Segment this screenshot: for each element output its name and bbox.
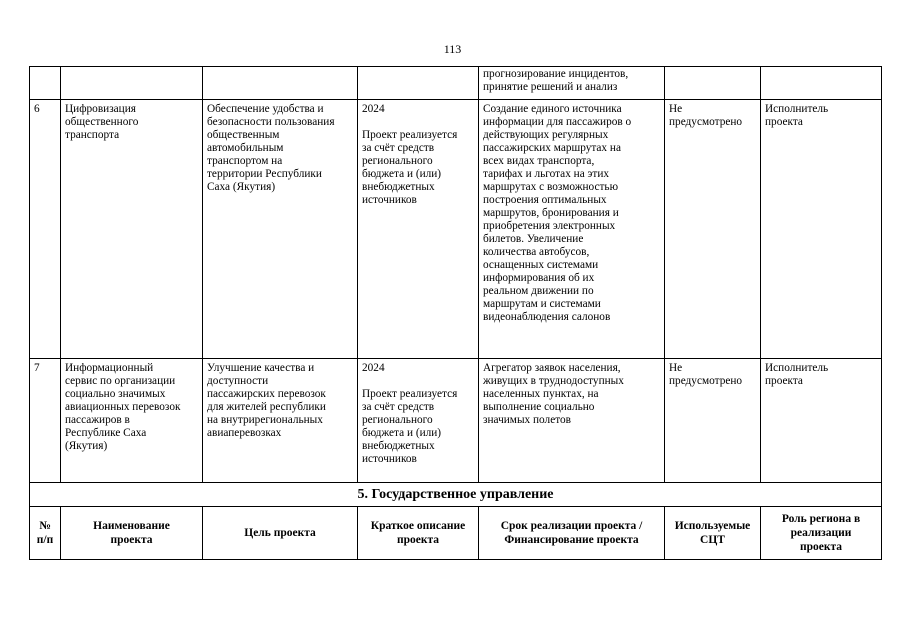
term-year: 2024 xyxy=(362,362,385,374)
header-num: № п/п xyxy=(30,507,61,560)
cell-goal xyxy=(203,67,358,100)
cell-role xyxy=(761,67,882,100)
term-funding: Проект реализуется за счёт средств регионального бюджета и (или) внебюджетных источников xyxy=(362,388,458,465)
cell-name: Информационный сервис по организации социально значимых авиационных перевозок пассажиров в Республике Саха (Якутия) xyxy=(61,359,203,483)
header-description: Краткое описание проекта xyxy=(358,507,479,560)
cell-description: Создание единого источника информации для пассажиров о действующих регулярных пассажирских маршрутах на всех видах транспорта, тарифах и льготах на этих маршрутах с возможностью построения оптимальных маршрутов, бронирования и приобретения электронных билетов. Увеличение количества автобусов, оснащенных системами информирования об их реальном движении по маршрутам и системами видеонаблюдения салонов xyxy=(479,100,665,359)
header-goal: Цель проекта xyxy=(203,507,358,560)
cell-term xyxy=(358,359,479,483)
cell-goal: Улучшение качества и доступности пассажирских перевозок для жителей республики на внутрирегиональных авиаперевозках xyxy=(203,359,358,483)
header-name: Наименование проекта xyxy=(61,507,203,560)
cell-name xyxy=(61,67,203,100)
projects-table xyxy=(29,66,882,560)
table-row xyxy=(30,100,882,359)
page-number: 113 xyxy=(443,42,462,56)
column-header-row xyxy=(30,507,882,560)
cell-term xyxy=(358,67,479,100)
cell-num: 7 xyxy=(30,359,61,483)
cell-sct xyxy=(665,67,761,100)
cell-num xyxy=(30,67,61,100)
cell-role: Исполнитель проекта xyxy=(761,359,882,483)
section-header-row xyxy=(30,483,882,507)
header-sct: Используемые СЦТ xyxy=(665,507,761,560)
table-row-continuation xyxy=(30,67,882,100)
header-role: Роль региона в реализации проекта xyxy=(761,507,882,560)
cell-sct: Не предусмотрено xyxy=(665,100,761,359)
term-year: 2024 xyxy=(362,103,385,115)
cell-description: прогнозирование инцидентов, принятие решений и анализ xyxy=(479,67,665,100)
cell-term xyxy=(358,100,479,359)
cell-num: 6 xyxy=(30,100,61,359)
header-term: Срок реализации проекта / Финансирование проекта xyxy=(479,507,665,560)
cell-sct: Не предусмотрено xyxy=(665,359,761,483)
cell-description: Агрегатор заявок населения, живущих в труднодоступных населенных пунктах, на выполнение социально значимых полетов xyxy=(479,359,665,483)
table-row xyxy=(30,359,882,483)
cell-goal: Обеспечение удобства и безопасности пользования общественным автомобильным транспортом на территории Республики Саха (Якутия) xyxy=(203,100,358,359)
section-title: 5. Государственное управление xyxy=(30,483,882,507)
term-funding: Проект реализуется за счёт средств регионального бюджета и (или) внебюджетных источников xyxy=(362,129,458,206)
cell-role: Исполнитель проекта xyxy=(761,100,882,359)
cell-name: Цифровизация общественного транспорта xyxy=(61,100,203,359)
